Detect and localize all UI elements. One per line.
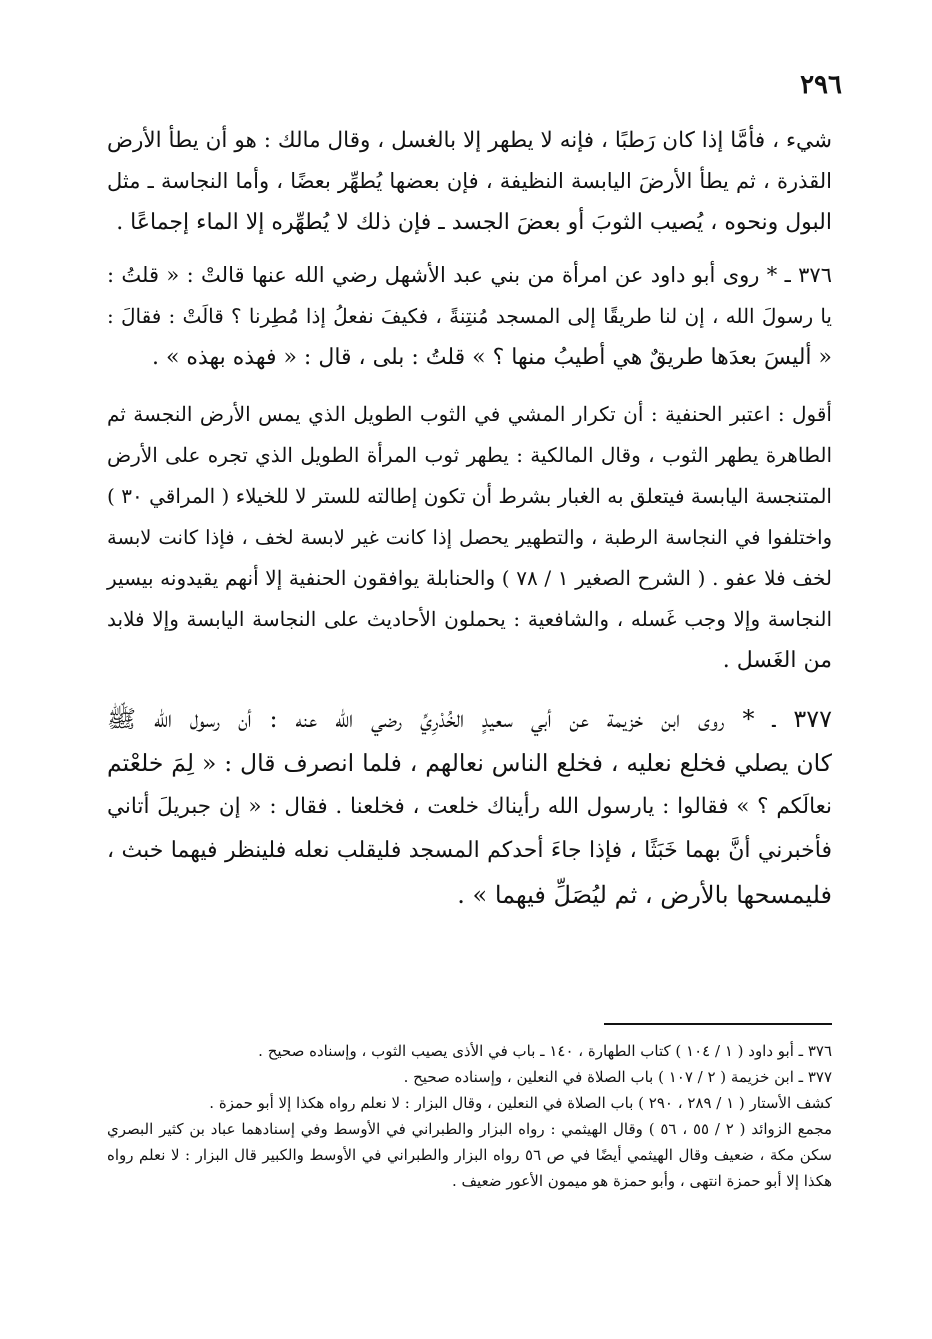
text-line: من الغَسل . xyxy=(722,648,832,673)
text-line: أقول : اعتبر الحنفية : أن تكرار المشي في الثوب الطويل الذي يمس الأرض النجسة ثم xyxy=(107,402,832,426)
text-line: الطاهرة يطهر الثوب ، وقال المالكية : يطهر ثوب المرأة الطويل الذي تجره على الأرض xyxy=(107,443,832,467)
text-line: « أليسَ بعدَها طريقٌ هي أطيبُ منها ؟ » قلتُ : بلى ، قال : « فهذه بهذه » . xyxy=(151,345,832,370)
text-line: كان يصلي فخلع نعليه ، فخلع الناس نعالهم ، فلما انصرف قال : « لِمَ خلعْتم xyxy=(107,749,832,777)
footnote-divider xyxy=(604,1023,832,1025)
page-number: ٢٩٦ xyxy=(800,70,842,100)
footnote-line: سكن مكة ، ضعيف وقال الهيثمي أيضًا في ص ٥٦ رواه البزار والطبراني في الأوسط والكبير قال البزار : لا نعلم رواه xyxy=(107,1146,832,1164)
text-line: فليمسحها بالأرض ، ثم ليُصَلِّ فيهما » . xyxy=(457,881,832,909)
hadith-376 xyxy=(107,255,832,378)
text-line: نعالَكم ؟ » فقالوا : يارسول الله رأيناك خلعت ، فخلعنا . فقال : « إن جبريلَ أتاني xyxy=(107,794,832,819)
footnote-line: كشف الأستار ( ١ / ٢٨٩ ، ٢٩٠ ) باب الصلاة في النعلين ، وقال البزار : لا نعلم رواه هكذا إلا أبو حمزة . xyxy=(209,1094,832,1112)
text-line: يا رسولَ الله ، إن لنا طريقًا إلى المسجد مُنتِنةً ، فكيفَ نفعلُ إذا مُطِرنا ؟ قالَتْ : فقالَ : xyxy=(107,304,832,328)
text-line: البول ونحوه ، يُصيب الثوبَ أو بعضَ الجسد ـ فإن ذلك لا يُطهِّره إلا الماء إجماعًا . xyxy=(116,210,832,235)
main-text xyxy=(107,120,832,935)
commentary-paragraph xyxy=(107,394,832,681)
text-line: فأخبرني أنَّ بهما خَبَثًا ، فإذا جاءَ أحدكم المسجد فليقلب نعله فلينظر فيهما خبث ، xyxy=(107,838,832,863)
text-line: ٣٧٧ ـ * روى ابن خزيمة عن أبي سعيدٍ الخُدْرِيِّ رضي الله عنه : أن رسول الله ﷺ xyxy=(107,705,833,733)
text-line: القذرة ، ثم يطأ الأرضَ اليابسة النظيفة ، فإن بعضها يُطهِّر بعضًا ، وأما النجاسة ـ مثل xyxy=(107,169,832,193)
hadith-377 xyxy=(107,697,832,917)
text-line: ٣٧٦ ـ * روى أبو داود عن امرأة من بني عبد الأشهل رضي الله عنها قالتْ : « قلتُ : xyxy=(107,263,832,287)
text-line: واختلفوا في النجاسة الرطبة ، والتطهير يحصل إذا كانت غير لابسة لخف ، فإذا كانت لابسة xyxy=(107,526,832,549)
text-line: المتنجسة اليابسة فيتعلق به الغبار بشرط أن تكون إطالته للستر لا للخيلاء ( المراقي ٣٠ ) xyxy=(107,484,832,508)
text-line: النجاسة وإلا وجب غَسله ، والشافعية : يحملون الأحاديث على النجاسة اليابسة وإلا فلابد xyxy=(107,607,832,631)
footnote-line: هكذا إلا أبو حمزة انتهى ، وأبو حمزة هو ميمون الأعور ضعيف . xyxy=(451,1172,832,1190)
text-line: شيء ، فأمَّا إذا كان رَطبًا ، فإنه لا يطهر إلا بالغسل ، وقال مالك : هو أن يطأ الأرض xyxy=(107,128,832,153)
text-line: لخف فلا عفو . ( الشرح الصغير ١ / ٧٨ ) والحنابلة يوافقون الحنفية إلا أنهم يقيدونه بيسير xyxy=(107,566,832,590)
footnotes xyxy=(107,1038,832,1194)
footnote-377: ٣٧٧ ـ ابن خزيمة ( ٢ / ١٠٧ ) باب الصلاة في النعلين ، وإسناده صحيح . xyxy=(403,1068,832,1086)
paragraph-continuation xyxy=(107,120,832,243)
footnote-376: ٣٧٦ ـ أبو داود ( ١ / ١٠٤ ) كتاب الطهارة ، ١٤٠ ـ باب في الأذى يصيب الثوب ، وإسناده صحيح . xyxy=(258,1042,832,1060)
footnote-line: مجمع الزوائد ( ٢ / ٥٥ ، ٥٦ ) وقال الهيثمي : رواه البزار والطبراني في الأوسط وفي إسنادهما عباد بن كثير البصري xyxy=(107,1120,832,1138)
